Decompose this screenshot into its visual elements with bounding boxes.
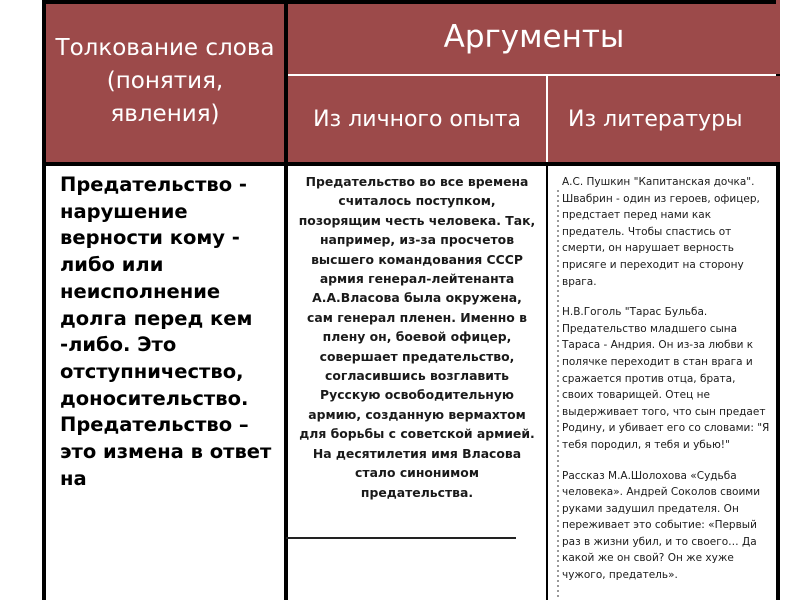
definition-cell — [46, 166, 284, 600]
header-column-divider-2 — [546, 76, 548, 162]
header-bottom-border — [46, 162, 776, 166]
header-arguments — [288, 0, 780, 74]
literature-cell — [548, 166, 780, 600]
column-divider-2 — [546, 166, 548, 600]
header-personal-label: Из личного опыта — [313, 106, 521, 132]
header-personal-experience — [288, 76, 546, 162]
header-term-label: Толкование слова (понятия, явления) — [55, 34, 275, 127]
definition-text: Предательство - нарушение верности кому - либо или неисполнение долга перед кем -либо. Это отступничество, доносительство. Предательство – это измена в ответ на — [60, 173, 272, 490]
literature-paragraph-sholokhov: Рассказ М.А.Шолохова «Судьба человека». Андрей Соколов своими руками задушил предателя. Он переживает это событие: «Первый раз в жизни убил, и то своего… Да какой же он свой? Он же хуже чужого, предатель». — [562, 469, 761, 582]
underline-decoration — [286, 537, 516, 539]
header-term-interpretation — [46, 0, 284, 162]
dotted-guide-line — [557, 190, 559, 600]
arguments-table — [42, 0, 780, 600]
table-top-border — [46, 0, 776, 4]
personal-experience-text: Предательство во все времена считалось поступком, позорящим честь человека. Так, например, из-за просчетов высшего командования СССР армия генерал-лейтенанта А.А.Власова была окружена, сам генерал пленен. Именно в плену он, боевой офицер, совершает предательство, согласившись возглавить Русскую освободительную армию, созданную вермахтом для борьбы с советской армией. На десятилетия имя Власова стало синонимом предательства. — [298, 174, 536, 500]
literature-paragraph-gogol: Н.В.Гоголь "Тарас Бульба. Предательство младшего сына Тараса - Андрия. Он из-за любви к полячке переходит в стан врага и сражается против отца, брата, своих товарищей. Отец не выдерживает того, что сын предает Родину, и убивает его со словами: "Я тебя породил, я тебя и убью!" — [562, 306, 770, 451]
header-literature-label: Из литературы — [568, 106, 743, 132]
personal-experience-cell — [288, 166, 546, 600]
header-split-line — [288, 74, 776, 76]
header-arguments-label: Аргументы — [443, 19, 625, 55]
column-divider-1 — [284, 0, 288, 600]
header-literature — [548, 76, 780, 162]
literature-paragraph-pushkin: А.С. Пушкин "Капитанская дочка". Швабрин - один из героев, офицер, предстает перед нами как предатель. Чтобы спастись от смерти, он нарушает верность присяге и переходит на сторону врага. — [562, 176, 760, 288]
